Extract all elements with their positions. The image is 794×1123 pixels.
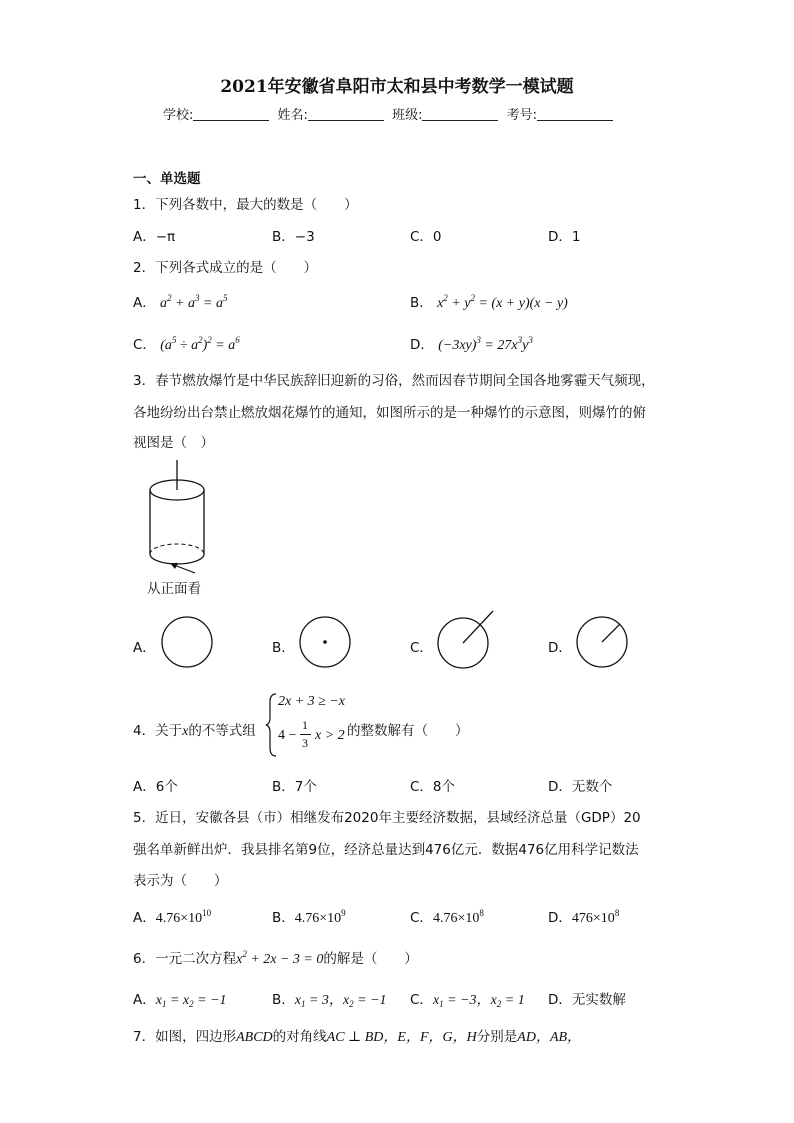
q2-b-label: B．	[410, 295, 433, 311]
q4-stem	[133, 719, 256, 740]
q7-diag-text: 的对角线	[272, 1029, 327, 1045]
q1-option-d[interactable]: D．1	[548, 229, 581, 245]
q3-line-1: 3．春节燃放爆竹是中华民族辞旧迎新的习俗，然而因春节期间全国各地雾霾天气频现，	[133, 373, 655, 389]
q4-brace	[266, 692, 278, 758]
q2-option-b[interactable]	[410, 291, 568, 312]
q7-prefix: 7．如图，四边形	[133, 1029, 237, 1045]
q6-suffix: 的解是（ ）	[323, 951, 418, 967]
q5-line-2: 强名单新鲜出炉．我县排名第9位，经济总量达到476亿元．数据476亿用科学记数法	[133, 842, 639, 858]
q3-line-2: 各地纷纷出台禁止燃放烟花爆竹的通知，如图所示的是一种爆竹的示意图，则爆竹的俯	[133, 405, 646, 421]
q6-b-label: B．	[272, 992, 295, 1008]
q6-option-a[interactable]	[133, 988, 227, 1009]
q5-option-b[interactable]	[272, 906, 346, 927]
q5-a-value: $4.76\times 10^{10}$	[155, 908, 212, 926]
q6-c-value: $x_1 = -3$，$x_2 = 1$	[432, 993, 525, 1009]
q6-a-label: A．	[133, 992, 156, 1008]
q5-c-label: C．	[410, 910, 433, 926]
q7-sides: AD，AB，	[517, 1030, 582, 1045]
q7-points-tail: 分别是	[476, 1029, 518, 1045]
q3-line-3: 视图是（ ）	[133, 435, 214, 451]
student-info-line	[163, 104, 617, 123]
q4-var: x	[182, 724, 189, 739]
q4-option-d[interactable]: D．无数个	[548, 779, 613, 795]
q1-stem: 1．下列各数中，最大的数是（ ）	[133, 197, 358, 213]
q6-option-b[interactable]	[272, 988, 387, 1009]
q2-d-expression: $(-3xy)^3 = 27x^3y^3$	[438, 335, 533, 353]
figure-caption: 从正面看	[147, 581, 201, 597]
q6-equation: $x^2 + 2x - 3 = 0$	[236, 949, 324, 967]
q2-c-expression: $(a^5 \div a^2)^2 = a^6$	[160, 335, 240, 353]
page-title: 2021年安徽省阜阳市太和县中考数学一模试题	[220, 77, 574, 97]
q5-c-value: $4.76\times 10^8$	[432, 908, 484, 926]
q2-option-d[interactable]	[410, 333, 533, 354]
q2-a-label: A．	[133, 295, 156, 311]
q5-d-label: D．	[548, 910, 572, 926]
q3-option-c-circle-line[interactable]	[436, 608, 502, 674]
q3-option-c-label[interactable]: C．	[410, 640, 433, 656]
name-label: 姓名:	[277, 108, 308, 123]
q6-stem	[133, 947, 418, 968]
q4-option-a[interactable]: A．6个	[133, 779, 178, 795]
q4-prefix: 4．关于	[133, 723, 183, 739]
q2-stem: 2．下列各式成立的是（ ）	[133, 260, 318, 276]
class-blank[interactable]	[422, 108, 498, 121]
q6-c-label: C．	[410, 992, 433, 1008]
q1-option-a[interactable]: A．−π	[133, 229, 176, 245]
q6-option-d[interactable]: D．无实数解	[548, 992, 626, 1008]
school-blank[interactable]	[193, 108, 269, 121]
q5-b-value: $4.76\times 10^9$	[294, 908, 346, 926]
q7-perp: AC ⊥ BD，E，F，G，H	[326, 1030, 477, 1045]
q4-inequality-1: 2x + 3 ≥ −x	[278, 694, 346, 709]
q6-option-c[interactable]	[410, 988, 525, 1009]
school-label: 学校:	[163, 108, 194, 123]
q4-option-b[interactable]: B．7个	[272, 779, 317, 795]
q1-option-c[interactable]: C．0	[410, 229, 442, 245]
q7-stem	[133, 1025, 581, 1046]
exam-no-blank[interactable]	[537, 108, 613, 121]
q6-b-value: $x_1 = 3$，$x_2 = -1$	[294, 993, 387, 1009]
q4-suffix: 的整数解有（ ）	[347, 723, 469, 739]
q2-option-c[interactable]	[133, 333, 240, 354]
name-blank[interactable]	[308, 108, 384, 121]
q5-option-c[interactable]	[410, 906, 484, 927]
q6-a-value: $x_1 = x_2 = -1$	[155, 993, 227, 1009]
class-label: 班级:	[392, 108, 423, 123]
q4-middle: 的不等式组	[188, 723, 256, 739]
section-title: 一、单选题	[133, 171, 201, 187]
q5-option-a[interactable]	[133, 906, 211, 927]
q1-option-b[interactable]: B．−3	[272, 229, 315, 245]
q5-line-1: 5．近日，安徽各县（市）相继发布2020年主要经济数据，县域经济总量（GDP）20	[133, 810, 641, 826]
q6-prefix: 6．一元二次方程	[133, 951, 237, 967]
q5-b-label: B．	[272, 910, 295, 926]
q2-option-a[interactable]	[133, 291, 227, 312]
q5-line-3: 表示为（ ）	[133, 873, 228, 889]
q2-b-expression: $x^2 + y^2 = (x + y)(x - y)$	[437, 293, 568, 311]
q5-d-value: $476\times 10^8$	[571, 908, 620, 926]
q3-option-a-circle[interactable]	[160, 615, 216, 671]
q5-option-d[interactable]	[548, 906, 619, 927]
q2-a-expression: $a^2 + a^3 = a^5$	[160, 293, 228, 311]
q7-quad: ABCD	[236, 1030, 273, 1045]
q3-option-b-circle-dot[interactable]	[298, 615, 354, 671]
q3-option-d-label[interactable]: D．	[548, 640, 572, 656]
q5-a-label: A．	[133, 910, 156, 926]
q4-option-c[interactable]: C．8个	[410, 779, 456, 795]
q2-c-label: C．	[133, 337, 156, 353]
q3-option-d-circle-radius[interactable]	[575, 615, 631, 671]
q2-d-label: D．	[410, 337, 434, 353]
exam-no-label: 考号:	[506, 108, 537, 123]
q3-option-a-label[interactable]: A．	[133, 640, 156, 656]
firecracker-figure	[140, 456, 220, 576]
q3-option-b-label[interactable]: B．	[272, 640, 295, 656]
